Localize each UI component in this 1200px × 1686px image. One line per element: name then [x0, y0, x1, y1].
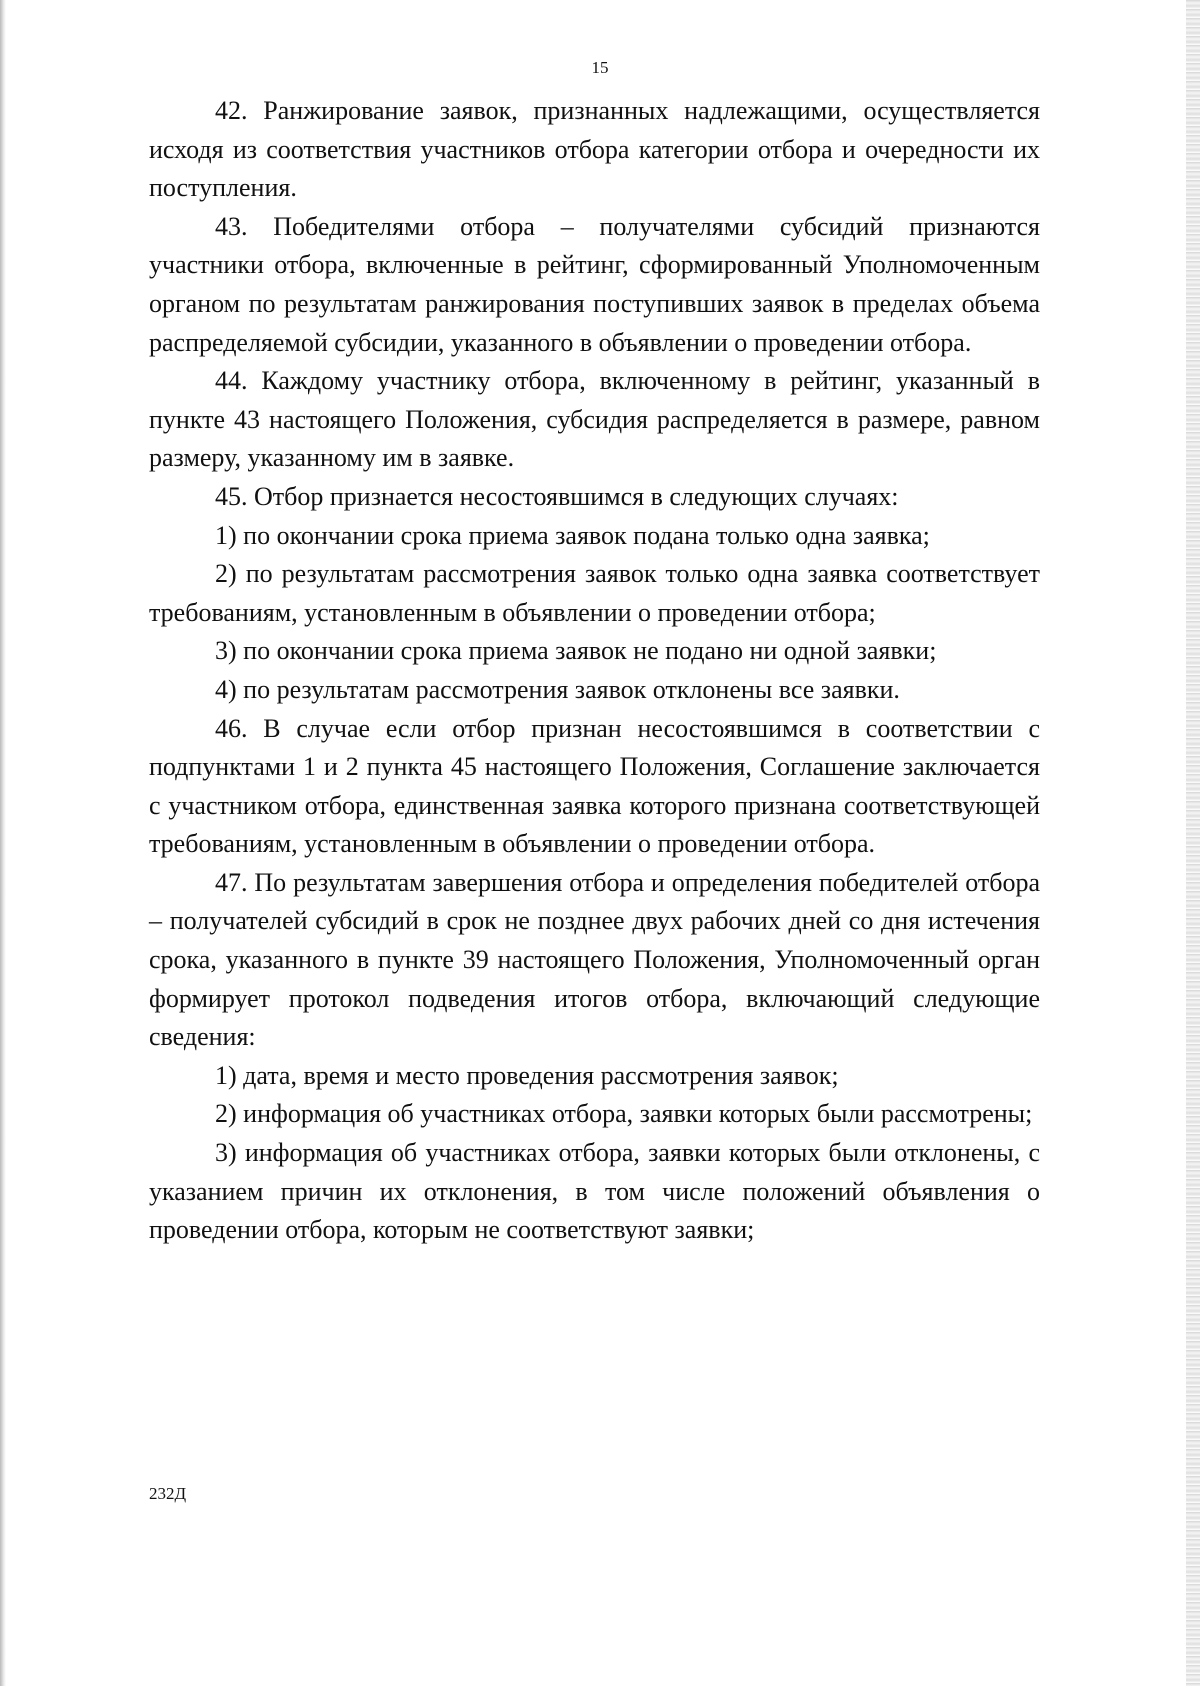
paragraph-47-item-2: 2) информация об участниках отбора, заявки которых были рассмотрены; [215, 1099, 1033, 1129]
document-body [149, 92, 1040, 1250]
paragraph-46: 46. В случае если отбор признан несостоявшимся в соответствии с подпунктами 1 и 2 пункта 45 настоящего Положения, Соглашение заключается с участником отбора, единственная заявка которого признана соответствующей требованиям, установленным в объявлении о проведении отбора. [149, 713, 1040, 859]
paragraph-45-item-2: 2) по результатам рассмотрения заявок только одна заявка соответствует требованиям, установленным в объявлении о проведении отбора; [149, 559, 1040, 627]
paragraph-45-item-4: 4) по результатам рассмотрения заявок отклонены все заявки. [215, 674, 900, 704]
paragraph-42: 42. Ранжирование заявок, признанных надлежащими, осуществляется исходя из соответствия участников отбора категории отбора и очередности их поступления. [149, 96, 1040, 203]
paragraph-45: 45. Отбор признается несостоявшимся в следующих случаях: [215, 481, 899, 511]
scan-edge-left [0, 0, 6, 1686]
paragraph-47: 47. По результатам завершения отбора и определения победителей отбора – получателей субсидий в срок не позднее двух рабочих дней со дня истечения срока, указанного в пункте 39 настоящего Положения, Уполномоченный орган формирует протокол подведения итогов отбора, включающий следующие сведения: [149, 867, 1040, 1052]
document-code: 232Д [149, 1484, 187, 1503]
paragraph-47-item-3: 3) информация об участниках отбора, заявки которых были отклонены, с указанием причин их отклонения, в том числе положений объявления о проведении отбора, которым не соответствуют заявки; [149, 1138, 1040, 1245]
paragraph-44: 44. Каждому участнику отбора, включенному в рейтинг, указанный в пункте 43 настоящего Положения, субсидия распределяется в размере, равном размеру, указанному им в заявке. [149, 366, 1040, 473]
paragraph-45-item-3: 3) по окончании срока приема заявок не подано ни одной заявки; [215, 636, 937, 666]
paragraph-45-item-1: 1) по окончании срока приема заявок подана только одна заявка; [215, 520, 930, 550]
scan-edge-right [1186, 0, 1200, 1686]
paragraph-43: 43. Победителями отбора – получателями субсидий признаются участники отбора, включенные в рейтинг, сформированный Уполномоченным органом по результатам ранжирования поступивших заявок в пределах объема распределяемой субсидии, указанного в объявлении о проведении отбора. [149, 211, 1040, 357]
page-number: 15 [591, 58, 609, 77]
paragraph-47-item-1: 1) дата, время и место проведения рассмотрения заявок; [215, 1060, 839, 1090]
